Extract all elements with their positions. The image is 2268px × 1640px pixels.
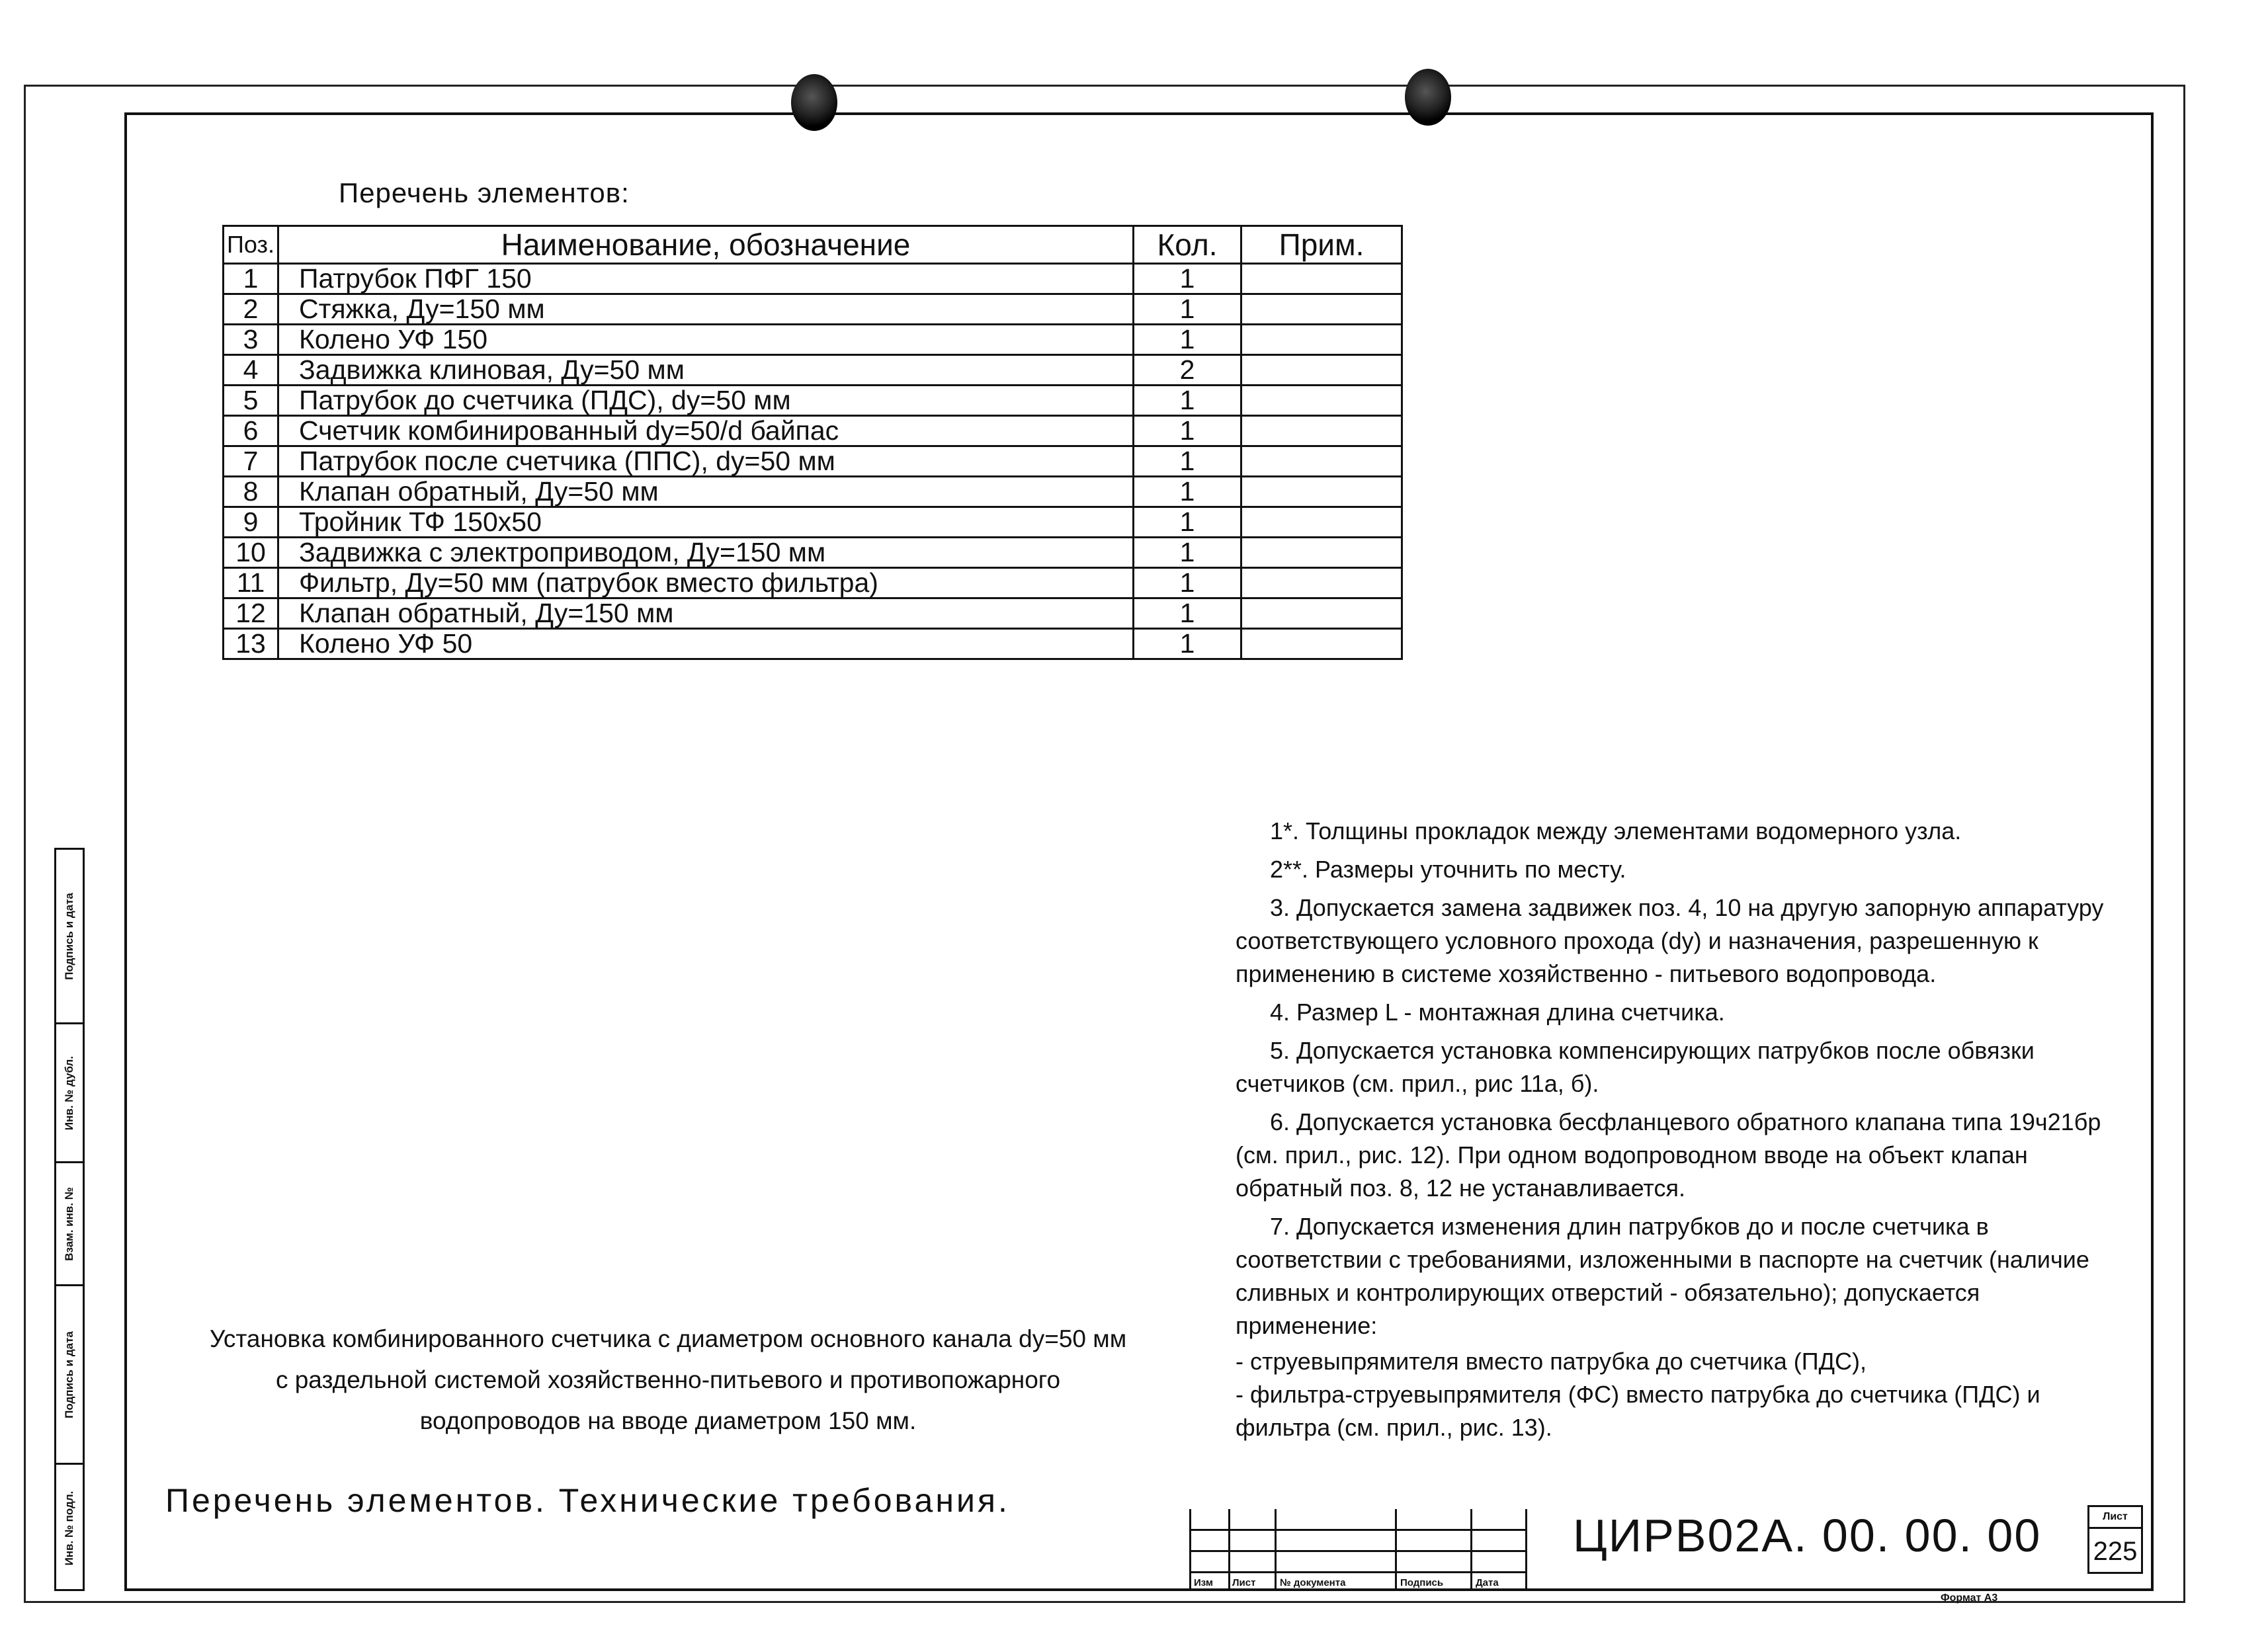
row-name: Клапан обратный, Ду=50 мм (278, 477, 1134, 507)
row-qty: 1 (1134, 629, 1241, 659)
table-row (224, 416, 1402, 446)
row-qty: 1 (1134, 538, 1241, 568)
row-name: Задвижка с электроприводом, Ду=150 мм (278, 538, 1134, 568)
requirement-item: 2**. Размеры уточнить по месту. (1270, 856, 1626, 883)
requirement-item: 3. Допускается замена задвижек поз. 4, 10 на другую запорную аппаратуру соответствующего условного прохода (dy) и назначения, разрешенную к применению в системе хозяйственно - питьевого водопровода. (1236, 894, 2104, 987)
requirement-item: 6. Допускается установка бесфланцевого обратного клапана типа 19ч21бр (см. прил., рис. 12). При одном водопроводном вводе на объект клапан обратный поз. 8, 12 не устанавливается. (1236, 1108, 2101, 1202)
header-note: Прим. (1241, 226, 1402, 264)
technical-requirements (1236, 815, 2122, 1444)
row-name: Патрубок ПФГ 150 (278, 264, 1134, 294)
row-note (1241, 386, 1402, 416)
row-pos: 7 (224, 446, 278, 477)
table-row (224, 264, 1402, 294)
table-row (224, 598, 1402, 629)
row-pos: 1 (224, 264, 278, 294)
title-block-stamp (1189, 1509, 1525, 1591)
requirement-item: 7. Допускается изменения длин патрубков до и после счетчика в соответствии с требованиями, изложенными в паспорте на счетчик (наличие сливных и контролирующих отверстий - обязательно); допускается применение: (1236, 1213, 2089, 1339)
row-pos: 8 (224, 477, 278, 507)
stamp-line (1470, 1509, 1472, 1591)
row-pos: 10 (224, 538, 278, 568)
row-pos: 3 (224, 325, 278, 355)
installation-caption-line: с раздельной системой хозяйственно-питьевого и противопожарного (275, 1366, 1061, 1393)
row-note (1241, 355, 1402, 386)
row-name: Задвижка клиновая, Ду=50 мм (278, 355, 1134, 386)
stamp-label: Дата (1476, 1577, 1499, 1588)
row-note (1241, 629, 1402, 659)
requirement-item: 1*. Толщины прокладок между элементами водомерного узла. (1270, 817, 1962, 844)
row-qty: 1 (1134, 598, 1241, 629)
row-note (1241, 507, 1402, 538)
table-row (224, 507, 1402, 538)
table-header-row (224, 226, 1402, 264)
sheet-number: 225 (2093, 1537, 2138, 1566)
row-qty: 1 (1134, 507, 1241, 538)
header-pos: Поз. (224, 226, 278, 264)
stamp-label: Лист (1232, 1577, 1256, 1588)
installation-caption-line: Установка комбинированного счетчика с диаметром основного канала dy=50 мм (209, 1325, 1127, 1352)
sidebar-cell (56, 1163, 83, 1286)
row-note (1241, 294, 1402, 325)
row-pos: 11 (224, 568, 278, 598)
table-row (224, 355, 1402, 386)
row-name: Фильтр, Ду=50 мм (патрубок вместо фильтра) (278, 568, 1134, 598)
stamp-line (1525, 1509, 1527, 1591)
sheet-title: Перечень элементов. Технические требования. (165, 1482, 1010, 1519)
row-pos: 13 (224, 629, 278, 659)
row-name: Патрубок после счетчика (ППС), dy=50 мм (278, 446, 1134, 477)
sidebar-label: Подпись и дата (63, 1331, 75, 1418)
installation-caption (165, 1319, 1171, 1442)
row-name: Тройник ТФ 150х50 (278, 507, 1134, 538)
row-pos: 9 (224, 507, 278, 538)
sidebar-label: Взам. инв. № (63, 1186, 75, 1261)
format-label: Формат А3 (1941, 1592, 1998, 1604)
row-name: Стяжка, Ду=150 мм (278, 294, 1134, 325)
sidebar-cell (56, 1024, 83, 1163)
row-pos: 6 (224, 416, 278, 446)
row-name: Клапан обратный, Ду=150 мм (278, 598, 1134, 629)
stamp-line (1228, 1509, 1230, 1591)
row-qty: 1 (1134, 416, 1241, 446)
sidebar-label: Инв. № подл. (63, 1491, 75, 1565)
table-row (224, 568, 1402, 598)
elements-table (222, 225, 1403, 660)
punch-hole-left (791, 74, 837, 131)
stamp-label: Изм (1194, 1577, 1213, 1588)
row-note (1241, 446, 1402, 477)
row-note (1241, 568, 1402, 598)
row-note (1241, 598, 1402, 629)
row-name: Колено УФ 150 (278, 325, 1134, 355)
row-qty: 2 (1134, 355, 1241, 386)
punch-hole-right (1405, 69, 1451, 126)
table-row (224, 629, 1402, 659)
sheet-label: Лист (2089, 1507, 2141, 1529)
sidebar-cell (56, 850, 83, 1024)
sidebar-label: Подпись и дата (63, 892, 75, 980)
approval-sidebar (54, 848, 85, 1591)
stamp-line (1191, 1571, 1525, 1573)
requirement-bullet: - струевыпрямителя вместо патрубка до счетчика (ПДС), (1236, 1348, 1867, 1375)
list-title: Перечень элементов: (339, 177, 630, 208)
row-note (1241, 416, 1402, 446)
row-note (1241, 538, 1402, 568)
table-row (224, 538, 1402, 568)
row-pos: 12 (224, 598, 278, 629)
requirement-bullet: - фильтра-струевыпрямителя (ФС) вместо патрубка до счетчика (ПДС) и фильтра (см. прил., рис. 13). (1236, 1381, 2040, 1441)
table-row (224, 446, 1402, 477)
row-qty: 1 (1134, 446, 1241, 477)
table-row (224, 294, 1402, 325)
stamp-label: Подпись (1400, 1577, 1444, 1588)
document-code: ЦИРВ02А. 00. 00. 00 (1573, 1510, 2042, 1561)
row-qty: 1 (1134, 477, 1241, 507)
row-name: Патрубок до счетчика (ПДС), dy=50 мм (278, 386, 1134, 416)
row-pos: 2 (224, 294, 278, 325)
header-qty: Кол. (1134, 226, 1241, 264)
row-qty: 1 (1134, 386, 1241, 416)
row-qty: 1 (1134, 568, 1241, 598)
row-pos: 4 (224, 355, 278, 386)
table-row (224, 325, 1402, 355)
row-name: Колено УФ 50 (278, 629, 1134, 659)
stamp-line (1395, 1509, 1397, 1591)
table-row (224, 386, 1402, 416)
sheet-number-box (2087, 1505, 2143, 1574)
installation-caption-line: водопроводов на вводе диаметром 150 мм. (419, 1407, 917, 1434)
stamp-line (1191, 1550, 1525, 1552)
stamp-line (1191, 1529, 1525, 1531)
sidebar-label: Инв. № дубл. (63, 1055, 75, 1130)
requirement-item: 5. Допускается установка компенсирующих патрубков после обвязки счетчиков (см. прил., рис 11а, б). (1236, 1037, 2035, 1097)
row-qty: 1 (1134, 325, 1241, 355)
table-row (224, 477, 1402, 507)
sidebar-cell (56, 1286, 83, 1465)
row-note (1241, 264, 1402, 294)
sidebar-cell (56, 1465, 83, 1591)
requirement-item: 4. Размер L - монтажная длина счетчика. (1270, 999, 1725, 1026)
row-qty: 1 (1134, 264, 1241, 294)
row-qty: 1 (1134, 294, 1241, 325)
row-name: Счетчик комбинированный dy=50/d байпас (278, 416, 1134, 446)
stamp-label: № документа (1280, 1577, 1346, 1588)
row-note (1241, 325, 1402, 355)
row-note (1241, 477, 1402, 507)
stamp-line (1275, 1509, 1277, 1591)
row-pos: 5 (224, 386, 278, 416)
header-name: Наименование, обозначение (278, 226, 1134, 264)
